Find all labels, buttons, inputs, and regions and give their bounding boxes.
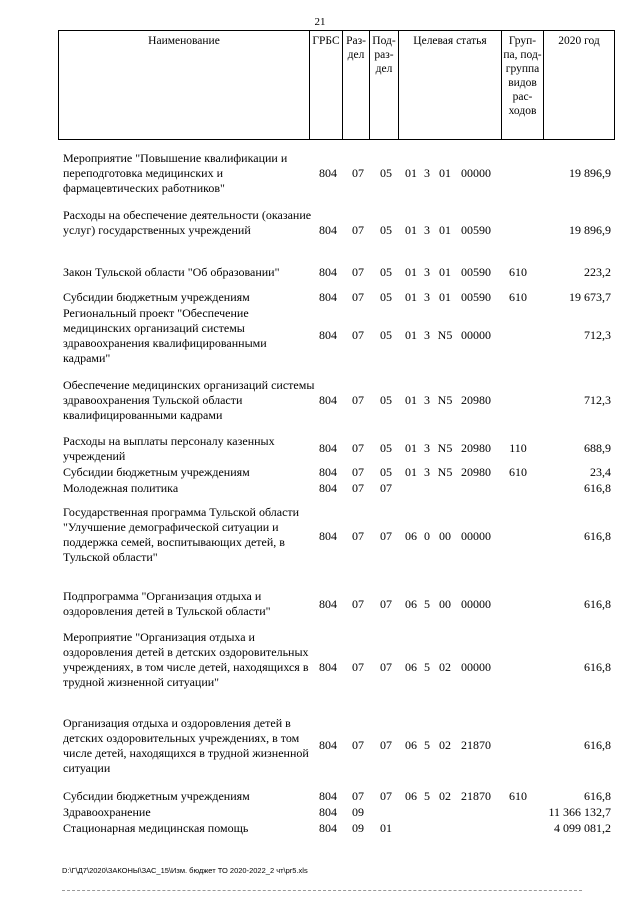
row-sum: 616,8 [584, 597, 611, 611]
row-direction: 20980 [461, 441, 491, 455]
row-sum: 712,3 [584, 328, 611, 342]
row-vid: 610 [509, 789, 527, 803]
row-sum: 19 673,7 [569, 290, 611, 304]
row-name: Закон Тульской области "Об образовании" [63, 265, 280, 279]
row-subprogram: 5 [424, 789, 430, 803]
row-name: Субсидии бюджетным учреждениям [63, 465, 250, 479]
row-name: Обеспечение медицинских организаций системы здравоохранения Тульской области квалифицированными кадрами [63, 378, 315, 422]
table-header [58, 30, 615, 140]
row-razdel: 07 [352, 441, 364, 455]
row-subprogram: 5 [424, 597, 430, 611]
header-name: Наименование [59, 31, 310, 139]
row-razdel: 09 [352, 805, 364, 819]
row-podrazdel: 05 [380, 328, 392, 342]
row-program: 01 [405, 166, 417, 180]
row-name: Региональный проект "Обеспечение медицинских организаций системы здравоохранения квалифицированными кадрами" [63, 306, 267, 365]
row-name: Мероприятие "Организация отдыха и оздоровления детей в детских оздоровительных учреждениях, в том числе детей, находящихся в трудной жизненной ситуации" [63, 630, 309, 689]
row-direction: 00590 [461, 290, 491, 304]
row-subprogram: 3 [424, 441, 430, 455]
row-razdel: 07 [352, 166, 364, 180]
row-main-event: 01 [439, 265, 451, 279]
row-razdel: 07 [352, 660, 364, 674]
row-direction: 20980 [461, 393, 491, 407]
row-sum: 23,4 [590, 465, 611, 479]
row-razdel: 07 [352, 328, 364, 342]
row-direction: 00590 [461, 223, 491, 237]
row-subprogram: 3 [424, 223, 430, 237]
header-year: 2020 год [558, 35, 600, 47]
row-program: 01 [405, 393, 417, 407]
row-razdel: 07 [352, 290, 364, 304]
row-main-event: 01 [439, 166, 451, 180]
row-podrazdel: 07 [380, 660, 392, 674]
row-podrazdel: 05 [380, 465, 392, 479]
row-grbs: 804 [319, 290, 337, 304]
row-program: 06 [405, 597, 417, 611]
row-name: Подпрограмма "Организация отдыха и оздоровления детей в Тульской области" [63, 589, 271, 618]
row-main-event: N5 [437, 465, 453, 479]
row-sum: 616,8 [584, 660, 611, 674]
header-celevaya: Целевая статья [399, 31, 502, 139]
row-name: Стационарная медицинская помощь [63, 821, 249, 835]
row-main-event: 00 [439, 597, 451, 611]
row-sum: 19 896,9 [569, 223, 611, 237]
row-program: 06 [405, 738, 417, 752]
row-podrazdel: 05 [380, 441, 392, 455]
row-grbs: 804 [319, 393, 337, 407]
row-program: 01 [405, 265, 417, 279]
row-program: 06 [405, 660, 417, 674]
row-subprogram: 3 [424, 328, 430, 342]
row-grbs: 804 [319, 738, 337, 752]
row-direction: 00000 [461, 597, 491, 611]
row-program: 01 [405, 465, 417, 479]
row-direction: 00000 [461, 328, 491, 342]
header-razdel: Раз- дел [343, 31, 370, 139]
row-podrazdel: 07 [380, 529, 392, 543]
row-subprogram: 5 [424, 738, 430, 752]
row-main-event: 00 [439, 529, 451, 543]
row-razdel: 07 [352, 597, 364, 611]
page-number: 21 [314, 16, 326, 28]
row-sum: 19 896,9 [569, 166, 611, 180]
row-sum: 223,2 [584, 265, 611, 279]
row-program: 01 [405, 441, 417, 455]
row-vid: 110 [509, 441, 527, 455]
row-razdel: 07 [352, 265, 364, 279]
row-razdel: 07 [352, 789, 364, 803]
row-main-event: N5 [437, 393, 453, 407]
row-grbs: 804 [319, 821, 337, 835]
row-direction: 20980 [461, 465, 491, 479]
row-vid: 610 [509, 290, 527, 304]
row-direction: 00000 [461, 529, 491, 543]
header-vid: Груп- па, под- группа видов рас- ходов [502, 31, 544, 139]
row-main-event: 01 [439, 290, 451, 304]
row-program: 06 [405, 529, 417, 543]
row-grbs: 804 [319, 166, 337, 180]
row-name: Мероприятие "Повышение квалификации и переподготовка медицинских и фармацевтических работников" [63, 151, 288, 195]
row-grbs: 804 [319, 529, 337, 543]
row-podrazdel: 07 [380, 481, 392, 495]
page-bottom-divider [62, 890, 582, 891]
row-name: Государственная программа Тульской области "Улучшение демографической ситуации и поддержка семей, воспитывающих детей, в Тульской области" [63, 505, 300, 564]
row-name: Расходы на обеспечение деятельности (оказание услуг) государственных учреждений [63, 208, 312, 237]
row-direction: 21870 [461, 789, 491, 803]
row-main-event: N5 [437, 441, 453, 455]
row-grbs: 804 [319, 328, 337, 342]
header-grbs: ГРБС [310, 31, 343, 139]
row-sum: 616,8 [584, 738, 611, 752]
row-vid: 610 [509, 265, 527, 279]
row-grbs: 804 [319, 481, 337, 495]
row-razdel: 07 [352, 738, 364, 752]
row-razdel: 09 [352, 821, 364, 835]
row-grbs: 804 [319, 465, 337, 479]
row-podrazdel: 05 [380, 166, 392, 180]
row-main-event: 02 [439, 738, 451, 752]
row-sum: 616,8 [584, 481, 611, 495]
row-razdel: 07 [352, 223, 364, 237]
row-podrazdel: 01 [380, 821, 392, 835]
row-name: Организация отдыха и оздоровления детей в детских оздоровительных учреждениях, в том числе детей, находящихся в трудной жизненной ситуации [63, 716, 309, 775]
row-podrazdel: 05 [380, 290, 392, 304]
row-grbs: 804 [319, 223, 337, 237]
row-grbs: 804 [319, 441, 337, 455]
row-name: Субсидии бюджетным учреждениям [63, 789, 250, 803]
row-main-event: N5 [437, 328, 453, 342]
row-subprogram: 3 [424, 265, 430, 279]
row-subprogram: 0 [424, 529, 430, 543]
row-program: 01 [405, 328, 417, 342]
row-podrazdel: 07 [380, 789, 392, 803]
row-main-event: 02 [439, 660, 451, 674]
row-razdel: 07 [352, 481, 364, 495]
row-name: Расходы на выплаты персоналу казенных учреждений [63, 434, 275, 463]
row-podrazdel: 07 [380, 738, 392, 752]
row-subprogram: 3 [424, 465, 430, 479]
row-razdel: 07 [352, 529, 364, 543]
row-program: 06 [405, 789, 417, 803]
row-name: Субсидии бюджетным учреждениям [63, 290, 250, 304]
row-name: Молодежная политика [63, 481, 179, 495]
row-vid: 610 [509, 465, 527, 479]
row-grbs: 804 [319, 789, 337, 803]
row-sum: 712,3 [584, 393, 611, 407]
row-direction: 00000 [461, 166, 491, 180]
row-sum: 616,8 [584, 529, 611, 543]
header-podrazdel: Под- раз- дел [370, 31, 399, 139]
row-direction: 00000 [461, 660, 491, 674]
row-subprogram: 5 [424, 660, 430, 674]
row-direction: 00590 [461, 265, 491, 279]
row-direction: 21870 [461, 738, 491, 752]
row-main-event: 01 [439, 223, 451, 237]
row-podrazdel: 05 [380, 265, 392, 279]
row-main-event: 02 [439, 789, 451, 803]
row-sum: 616,8 [584, 789, 611, 803]
row-program: 01 [405, 290, 417, 304]
row-razdel: 07 [352, 393, 364, 407]
row-grbs: 804 [319, 805, 337, 819]
row-name: Здравоохранение [63, 805, 151, 819]
row-sum: 4 099 081,2 [554, 821, 611, 835]
row-podrazdel: 05 [380, 223, 392, 237]
row-grbs: 804 [319, 265, 337, 279]
row-subprogram: 3 [424, 290, 430, 304]
row-subprogram: 3 [424, 166, 430, 180]
row-sum: 688,9 [584, 441, 611, 455]
row-podrazdel: 07 [380, 597, 392, 611]
row-subprogram: 3 [424, 393, 430, 407]
row-podrazdel: 05 [380, 393, 392, 407]
row-program: 01 [405, 223, 417, 237]
file-path-footer: D:\Г\Д7\2020\ЗАКОНЫ\ЗАС_15\Изм. бюджет ТО 2020-2022_2 чт\pr5.xls [62, 866, 308, 875]
row-sum: 11 366 132,7 [548, 805, 611, 819]
row-razdel: 07 [352, 465, 364, 479]
row-grbs: 804 [319, 597, 337, 611]
row-grbs: 804 [319, 660, 337, 674]
